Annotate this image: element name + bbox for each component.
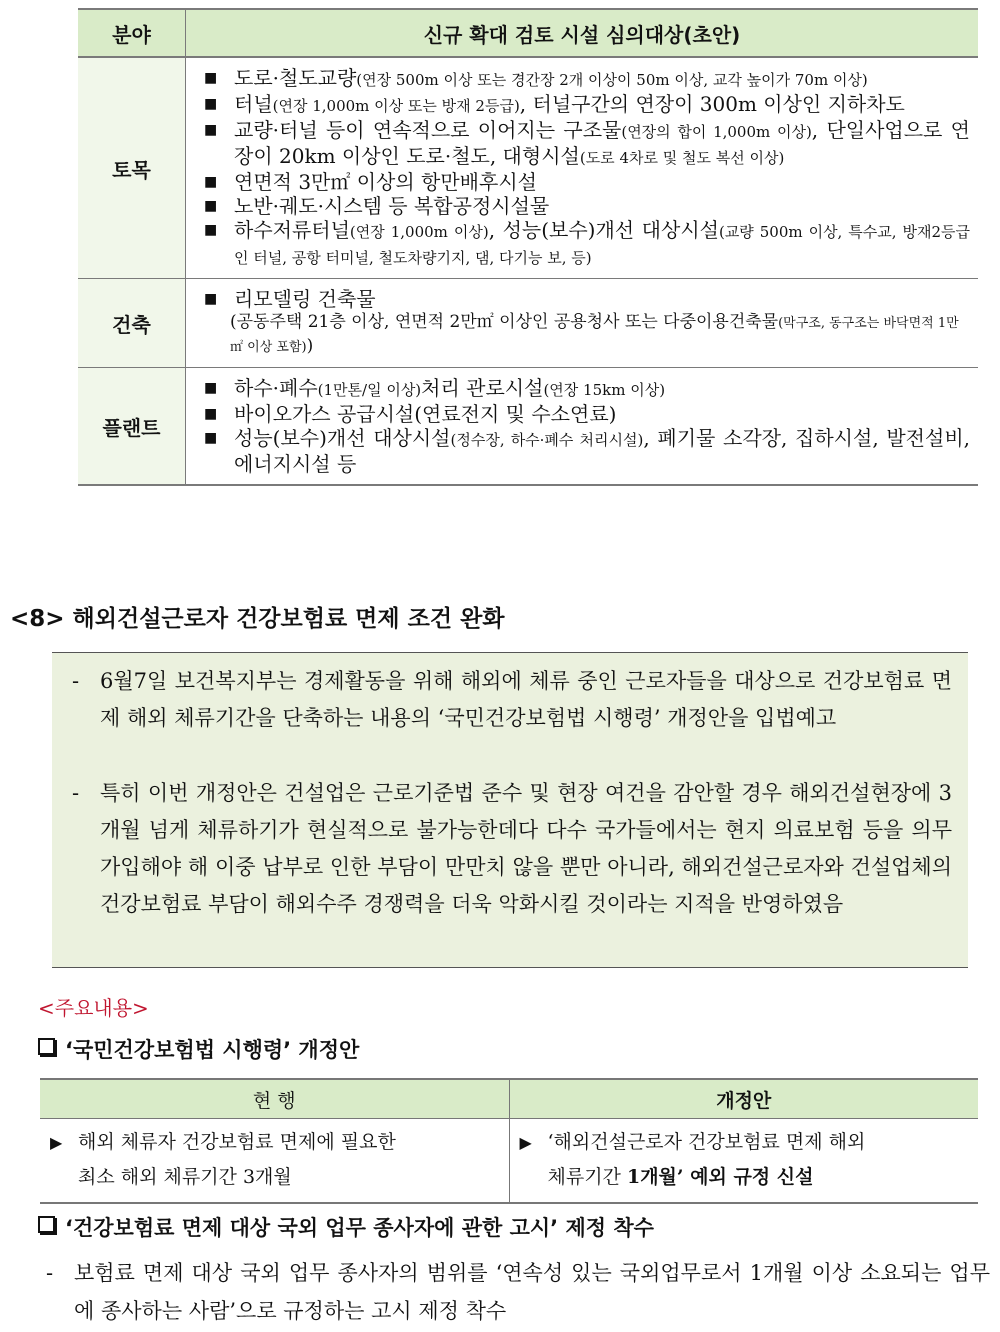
table-row-building xyxy=(78,279,978,368)
list-item: ■ 터널(연장 1,000m 이상 또는 방재 2등급), 터널구간의 연장이 300m 이상인 지하차도 xyxy=(204,92,905,116)
list-item: ■ 하수저류터널(연장 1,000m 이상), 성능(보수)개선 대상시설(교량 500m 이상, 특수교, 방재2등급인 터널, 공항 터미널, 철도차량기지, 댐, 다기능 보, 등) xyxy=(204,218,970,267)
square-bullet-icon: ■ xyxy=(204,222,218,238)
triangle-bullet-icon: ▶ xyxy=(50,1133,63,1152)
header-target: 신규 확대 검토 시설 심의대상(초안) xyxy=(186,9,979,57)
current-cell: ▶ 해외 체류자 건강보험료 면제에 필요한 최소 해외 체류기간 3개월 xyxy=(40,1119,509,1204)
dash-icon: - xyxy=(72,669,80,693)
checkbox-icon xyxy=(38,1038,55,1055)
square-bullet-icon: ■ xyxy=(204,380,218,396)
subsection-title-1: ‘국민건강보험법 시행령’ 개정안 xyxy=(38,1034,359,1064)
summary-box xyxy=(52,652,968,968)
section-title: <8> 해외건설근로자 건강보험료 면제 조건 완화 xyxy=(10,606,505,632)
table-row-plant xyxy=(78,368,978,486)
list-item: ■ 바이오가스 공급시설(연료전지 및 수소연료) xyxy=(204,402,617,426)
square-bullet-icon: ■ xyxy=(204,291,218,307)
plant-content xyxy=(186,368,979,486)
list-item: ■ 교량·터널 등이 연속적으로 이어지는 구조물(연장의 합이 1,000m 이상), 단일사업으로 연장이 20km 이상인 도로·철도, 대형시설(도로 4차로 및 철도 복선 이상) xyxy=(204,118,971,168)
bottom-bullet: - 보험료 면제 대상 국외 업무 종사자의 범위를 ‘연속성 있는 국외업무로서 1개월 이상 소요되는 업무에 종사하는 사람’으로 규정하는 고시 제정 착수 xyxy=(46,1254,990,1330)
summary-bullet: - 특히 이번 개정안은 건설업은 근로기준법 준수 및 현장 여건을 감안할 경우 해외건설현장에 3개월 넘게 체류하기가 현실적으로 불가능한데다 다수 국가들에서는 현지 의료보험 등을 의무 가입해야 해 이중 납부로 인한 부담이 만만치 않을 뿐만 아니라, 해외건설근로자와 건설업체의 건강보험료 부담이 해외수주 경쟁력을 더욱 악화시킬 것이라는 지적을 반영하였음 xyxy=(72,775,952,923)
square-bullet-icon: ■ xyxy=(204,70,218,86)
table-row xyxy=(40,1119,978,1204)
header-current: 현 행 xyxy=(40,1079,509,1119)
square-bullet-icon: ■ xyxy=(204,406,218,422)
civil-content xyxy=(186,57,979,279)
checkbox-icon xyxy=(38,1216,55,1233)
table-row-civil xyxy=(78,57,978,279)
building-note: (공동주택 21층 이상, 연면적 2만㎡ 이상인 공용청사 또는 다중이용건축물(막구조, 동구조는 바닥면적 1만㎡ 이상 포함)) xyxy=(230,312,959,356)
dash-icon: - xyxy=(46,1261,54,1285)
category-building: 건축 xyxy=(78,279,186,368)
facility-review-table xyxy=(78,8,978,486)
main-content-label: <주요내용> xyxy=(38,996,149,1020)
subsection-title-2: ‘건강보험료 면제 대상 국외 업무 종사자에 관한 고시’ 제정 착수 xyxy=(38,1212,654,1242)
square-bullet-icon: ■ xyxy=(204,122,218,138)
list-item: ■ 하수·폐수(1만톤/일 이상)처리 관로시설(연장 15km 이상) xyxy=(204,376,666,400)
dash-icon: - xyxy=(72,781,80,805)
table-header-row xyxy=(40,1079,978,1119)
triangle-bullet-icon: ▶ xyxy=(519,1133,532,1152)
building-content xyxy=(186,279,979,368)
list-item: ■ 연면적 3만㎡ 이상의 항만배후시설 xyxy=(204,170,537,194)
header-field: 분야 xyxy=(78,9,186,57)
list-item: ■ 성능(보수)개선 대상시설(정수장, 하수·폐수 처리시설), 폐기물 소각장, 집하시설, 발전설비, 에너지시설 등 xyxy=(204,426,971,476)
square-bullet-icon: ■ xyxy=(204,174,218,190)
summary-bullet: - 6월7일 보건복지부는 경제활동을 위해 해외에 체류 중인 근로자들을 대상으로 건강보험료 면제 해외 체류기간을 단축하는 내용의 ‘국민건강보험법 시행령’ 개정안을 입법예고 xyxy=(72,663,952,737)
list-item: ■ 도로·철도교량(연장 500m 이상 또는 경간장 2개 이상이 50m 이상, 교각 높이가 70m 이상) xyxy=(204,66,868,90)
header-amendment: 개정안 xyxy=(509,1079,978,1119)
list-item: ■ 리모델링 건축물 xyxy=(204,287,376,311)
square-bullet-icon: ■ xyxy=(204,96,218,112)
square-bullet-icon: ■ xyxy=(204,430,218,446)
list-item: ■ 노반·궤도·시스템 등 복합공정시설물 xyxy=(204,194,550,218)
square-bullet-icon: ■ xyxy=(204,198,218,214)
amendment-cell: ▶ ‘해외건설근로자 건강보험료 면제 해외 체류기간 1개월’ 예외 규정 신설 xyxy=(509,1119,978,1204)
category-civil: 토목 xyxy=(78,57,186,279)
table-header-row xyxy=(78,9,978,57)
category-plant: 플랜트 xyxy=(78,368,186,486)
amendment-table xyxy=(40,1078,978,1204)
